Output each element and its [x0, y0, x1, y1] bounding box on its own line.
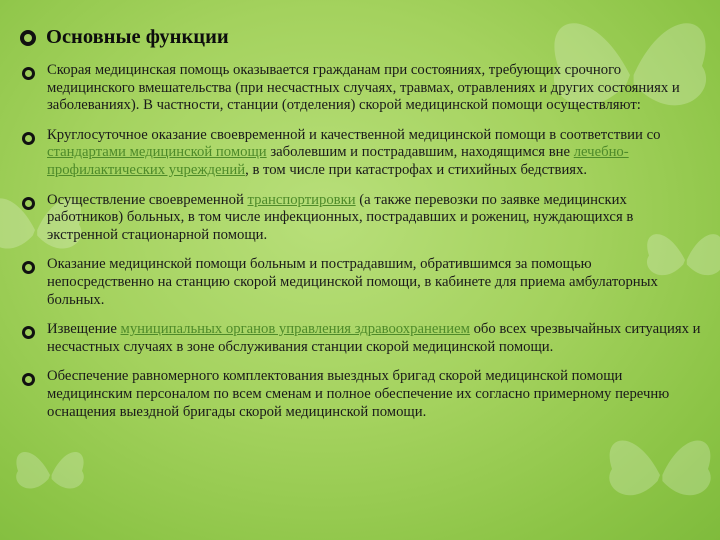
ring-bullet-icon — [22, 67, 35, 80]
list-item-text — [47, 192, 702, 245]
ring-bullet-icon — [22, 197, 35, 210]
text-segment: (а также перевозки по заявке медицинских работников) больных, в том числе инфекционных, пострадавших и рожениц, нуждающихся в экстренной стационарной помощи. — [47, 191, 634, 243]
list-item — [22, 62, 702, 115]
text-segment: заболевшим и пострадавшим, находящимся вне — [266, 144, 574, 161]
text-segment: Обеспечение равномерного комплектования выездных бригад скорой медицинской помощи медицинским персоналом по всем сменам и полное обеспечение их согласно примерному перечню оснащения выездной бригады скорой медицинской помощи. — [47, 368, 670, 420]
heading-text: Основные функции — [46, 26, 229, 48]
list-item-text — [47, 321, 702, 356]
ring-bullet-icon — [22, 132, 35, 145]
hyperlink[interactable]: муниципальных органов управления здравоохранением — [120, 321, 470, 338]
ring-bullet-icon — [22, 261, 35, 274]
bullet-list — [22, 62, 702, 433]
text-segment: Осуществление своевременной — [47, 191, 248, 208]
list-item — [22, 192, 702, 245]
hyperlink[interactable]: лечебно-профилактических учреждений — [47, 144, 629, 178]
text-segment: , в том числе при катастрофах и стихийных бедствиях. — [245, 161, 588, 178]
slide-heading — [20, 26, 229, 49]
text-segment: Скорая медицинская помощь оказывается гражданам при состояниях, требующих срочного медицинского вмешательства (при несчастных случаях, травмах, отравлениях и других состояниях и заболеваниях). В частности, станции (отделения) скорой медицинской помощи осуществляют: — [47, 62, 680, 114]
list-item — [22, 127, 702, 180]
list-item-text — [47, 127, 702, 180]
ring-bullet-icon — [20, 30, 36, 46]
ring-bullet-icon — [22, 326, 35, 339]
list-item — [22, 368, 702, 421]
text-segment: Круглосуточное оказание своевременной и качественной медицинской помощи в соответствии со — [47, 126, 661, 143]
list-item-text — [47, 62, 702, 115]
text-segment: обо всех чрезвычайных ситуациях и несчастных случаях в зоне обслуживания станции скорой медицинской помощи. — [47, 321, 701, 355]
list-item — [22, 321, 702, 356]
ring-bullet-icon — [22, 373, 35, 386]
hyperlink[interactable]: транспортировки — [247, 191, 356, 208]
text-segment: Извещение — [47, 321, 121, 338]
list-item — [22, 256, 702, 309]
hyperlink[interactable]: стандартами медицинской помощи — [47, 144, 267, 161]
list-item-text — [47, 256, 702, 309]
text-segment: Оказание медицинской помощи больным и пострадавшим, обратившимся за помощью непосредственно на станцию скорой медицинской помощи, в кабинете для приема амбулаторных больных. — [47, 256, 658, 308]
list-item-text — [47, 368, 702, 421]
